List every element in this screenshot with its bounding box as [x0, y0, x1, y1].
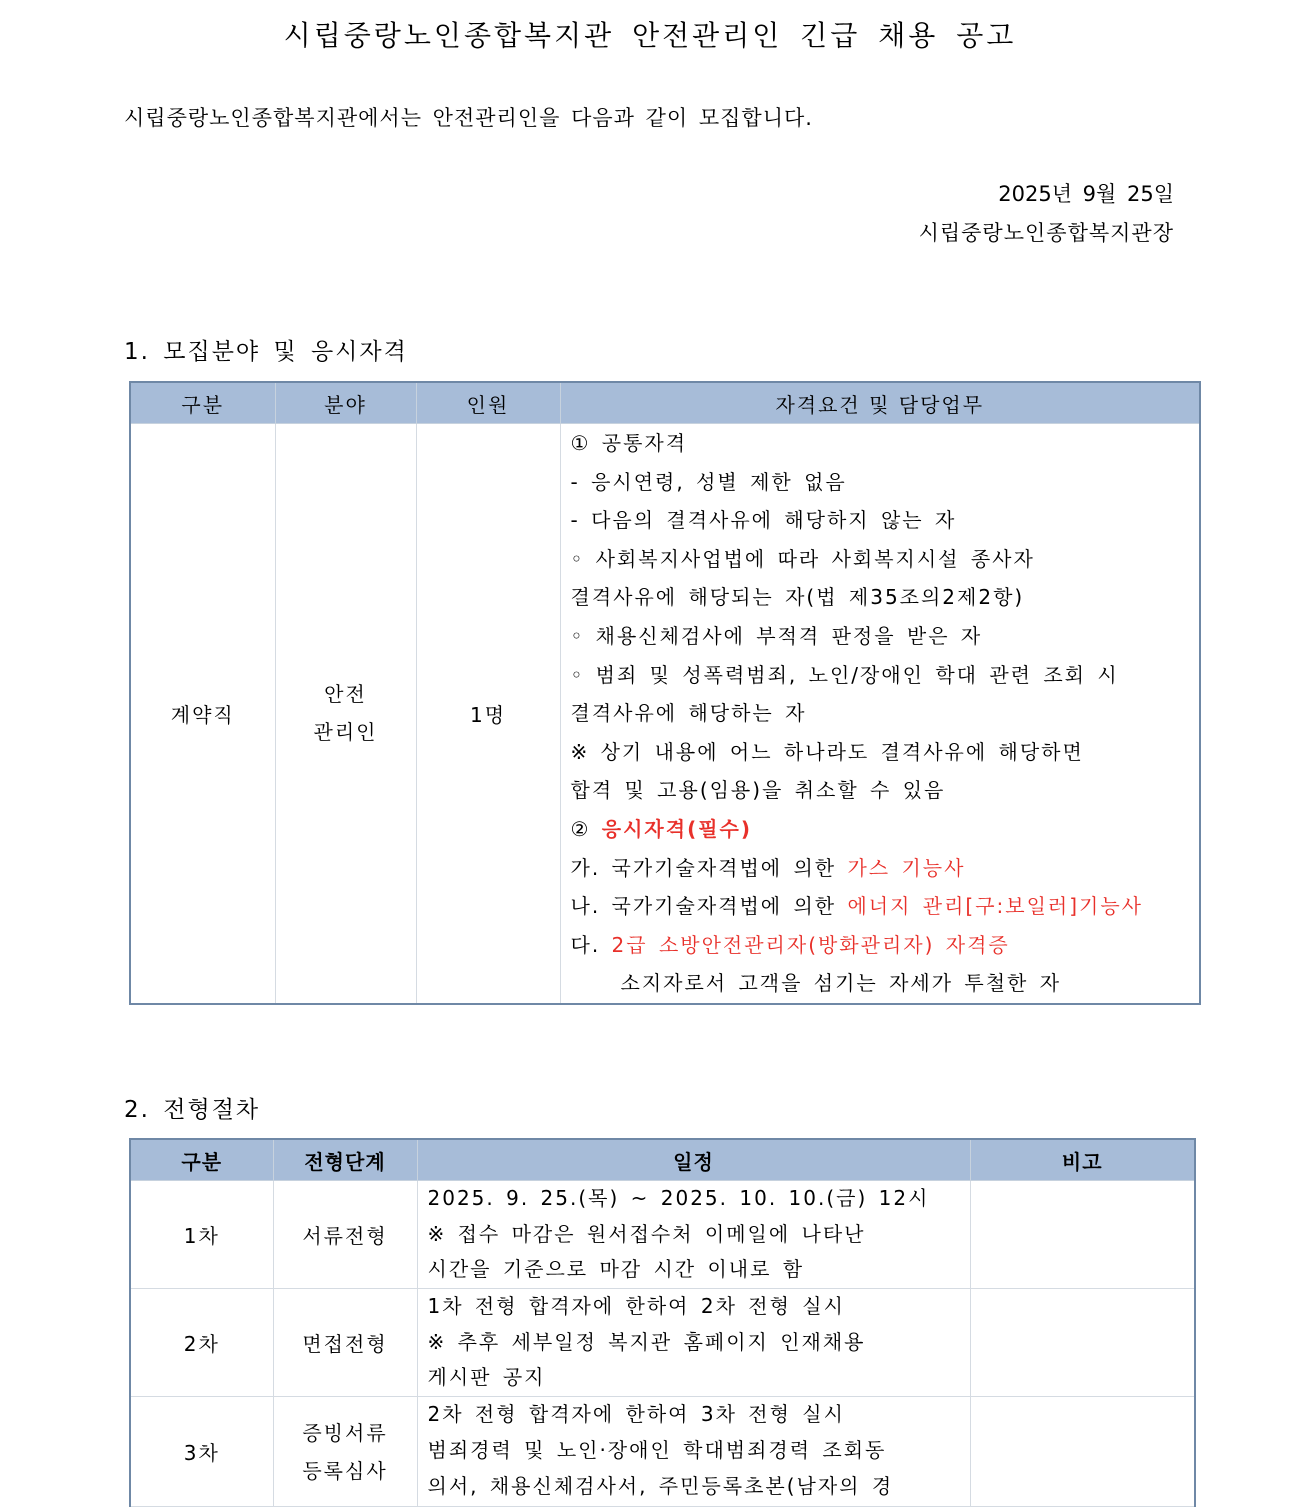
qualification-prefix: 가. 국가기술자격법에 의한	[570, 855, 848, 880]
required-qualification-title	[571, 810, 1200, 849]
header-cell: 자격요건 및 담당업무	[560, 382, 1200, 424]
schedule-line: 범죄경력 및 노인·장애인 학대범죄경력 조회동	[427, 1437, 887, 1462]
schedule-cell	[417, 1289, 970, 1397]
stage-cell: 1차	[130, 1181, 273, 1289]
employment-type: 계약직	[130, 424, 275, 1004]
schedule-line: 의서, 채용신체검사서, 주민등록초본(남자의 경	[427, 1473, 894, 1498]
header-cell: 일정	[417, 1139, 970, 1181]
note-cell	[970, 1397, 1195, 1507]
table-row	[130, 1397, 1195, 1507]
requirement-line: ◦ 범죄 및 성폭력범죄, 노인/장애인 학대 관련 조회 시	[570, 662, 1119, 687]
requirement-line: ◦ 사회복지사업법에 따라 사회복지시설 종사자	[570, 546, 1035, 571]
stage-cell: 2차	[130, 1289, 273, 1397]
requirement-line: ※ 상기 내용에 어느 하나라도 결격사유에 해당하면	[570, 739, 1084, 764]
stage-name-cell	[273, 1289, 417, 1397]
recruitment-table	[129, 381, 1201, 1005]
table-header-row	[130, 382, 1200, 424]
stage-name-cell	[273, 1181, 417, 1289]
table-row	[130, 1181, 1195, 1289]
schedule-cell	[417, 1181, 970, 1289]
section1-heading: 1. 모집분야 및 응시자격	[124, 339, 408, 365]
schedule-line: ※ 추후 세부일정 복지관 홈페이지 인재채용	[427, 1329, 866, 1354]
stage-name-line: 등록심사	[302, 1458, 388, 1483]
header-cell: 전형단계	[273, 1139, 417, 1181]
requirement-line: 결격사유에 해당되는 자(법 제35조의2제2항)	[570, 585, 1025, 610]
highlight-text: 에너지 관리[구:보일러]기능사	[847, 894, 1143, 919]
qualification-prefix: 다.	[570, 932, 612, 957]
qualification-item	[571, 926, 1200, 965]
requirement-line: 결격사유에 해당하는 자	[570, 701, 807, 726]
header-cell: 비고	[970, 1139, 1195, 1181]
page-title: 시립중랑노인종합복지관 안전관리인 긴급 채용 공고	[283, 19, 1017, 52]
notice-date: 2025년 9월 25일	[998, 182, 1174, 206]
schedule-line: 2차 전형 합격자에 한하여 3차 전형 실시	[427, 1402, 845, 1427]
section2-heading: 2. 전형절차	[124, 1097, 261, 1123]
qualification-prefix: 나. 국가기술자격법에 의한	[570, 894, 848, 919]
field-line: 안전	[324, 682, 367, 707]
organization-name: 시립중랑노인종합복지관장	[918, 221, 1174, 245]
highlight-text: 가스 기능사	[847, 855, 966, 880]
number-prefix: ②	[570, 816, 602, 841]
header-cell: 구분	[130, 1139, 273, 1181]
requirements-cell	[560, 424, 1200, 1004]
note-cell	[970, 1181, 1195, 1289]
stage-name-line: 서류전형	[302, 1224, 388, 1249]
note-cell	[970, 1289, 1195, 1397]
requirement-line: 소지자로서 고객을 섬기는 자세가 투철한 자	[620, 971, 1062, 996]
headcount: 1명	[416, 424, 560, 1004]
qualification-item	[571, 849, 1200, 888]
stage-cell: 3차	[130, 1397, 273, 1507]
schedule-cell	[417, 1397, 970, 1507]
schedule-line: 시간을 기준으로 마감 시간 이내로 함	[427, 1257, 805, 1282]
header-cell: 구분	[130, 382, 275, 424]
schedule-line: 게시판 공지	[427, 1365, 546, 1390]
stage-name-line: 증빙서류	[302, 1420, 388, 1445]
highlight-text: 응시자격(필수)	[601, 816, 752, 841]
requirement-line: ◦ 채용신체검사에 부적격 판정을 받은 자	[570, 623, 983, 648]
stage-name-cell	[273, 1397, 417, 1507]
header-cell: 인원	[416, 382, 560, 424]
field-line: 관리인	[313, 720, 378, 745]
header-cell: 분야	[275, 382, 416, 424]
stage-name-line: 면접전형	[302, 1332, 388, 1357]
intro-text: 시립중랑노인종합복지관에서는 안전관리인을 다음과 같이 모집합니다.	[124, 106, 813, 130]
schedule-line: ※ 접수 마감은 원서접수처 이메일에 나타난	[427, 1221, 866, 1246]
requirement-line: - 다음의 결격사유에 해당하지 않는 자	[570, 508, 957, 533]
schedule-line: 2025. 9. 25.(목) ~ 2025. 10. 10.(금) 12시	[427, 1186, 930, 1210]
field-cell	[275, 424, 416, 1004]
selection-process-table	[129, 1138, 1196, 1507]
requirement-line: 합격 및 고용(임용)을 취소할 수 있음	[570, 778, 946, 803]
highlight-text: 2급 소방안전관리자(방화관리자) 자격증	[611, 932, 1010, 957]
table-row	[130, 424, 1200, 1004]
table-row	[130, 1289, 1195, 1397]
requirement-line: - 응시연령, 성별 제한 없음	[570, 469, 847, 494]
requirement-line: ① 공통자격	[570, 431, 688, 455]
schedule-line: 1차 전형 합격자에 한하여 2차 전형 실시	[427, 1294, 845, 1319]
qualification-item	[571, 887, 1200, 926]
table-header-row	[130, 1139, 1195, 1181]
